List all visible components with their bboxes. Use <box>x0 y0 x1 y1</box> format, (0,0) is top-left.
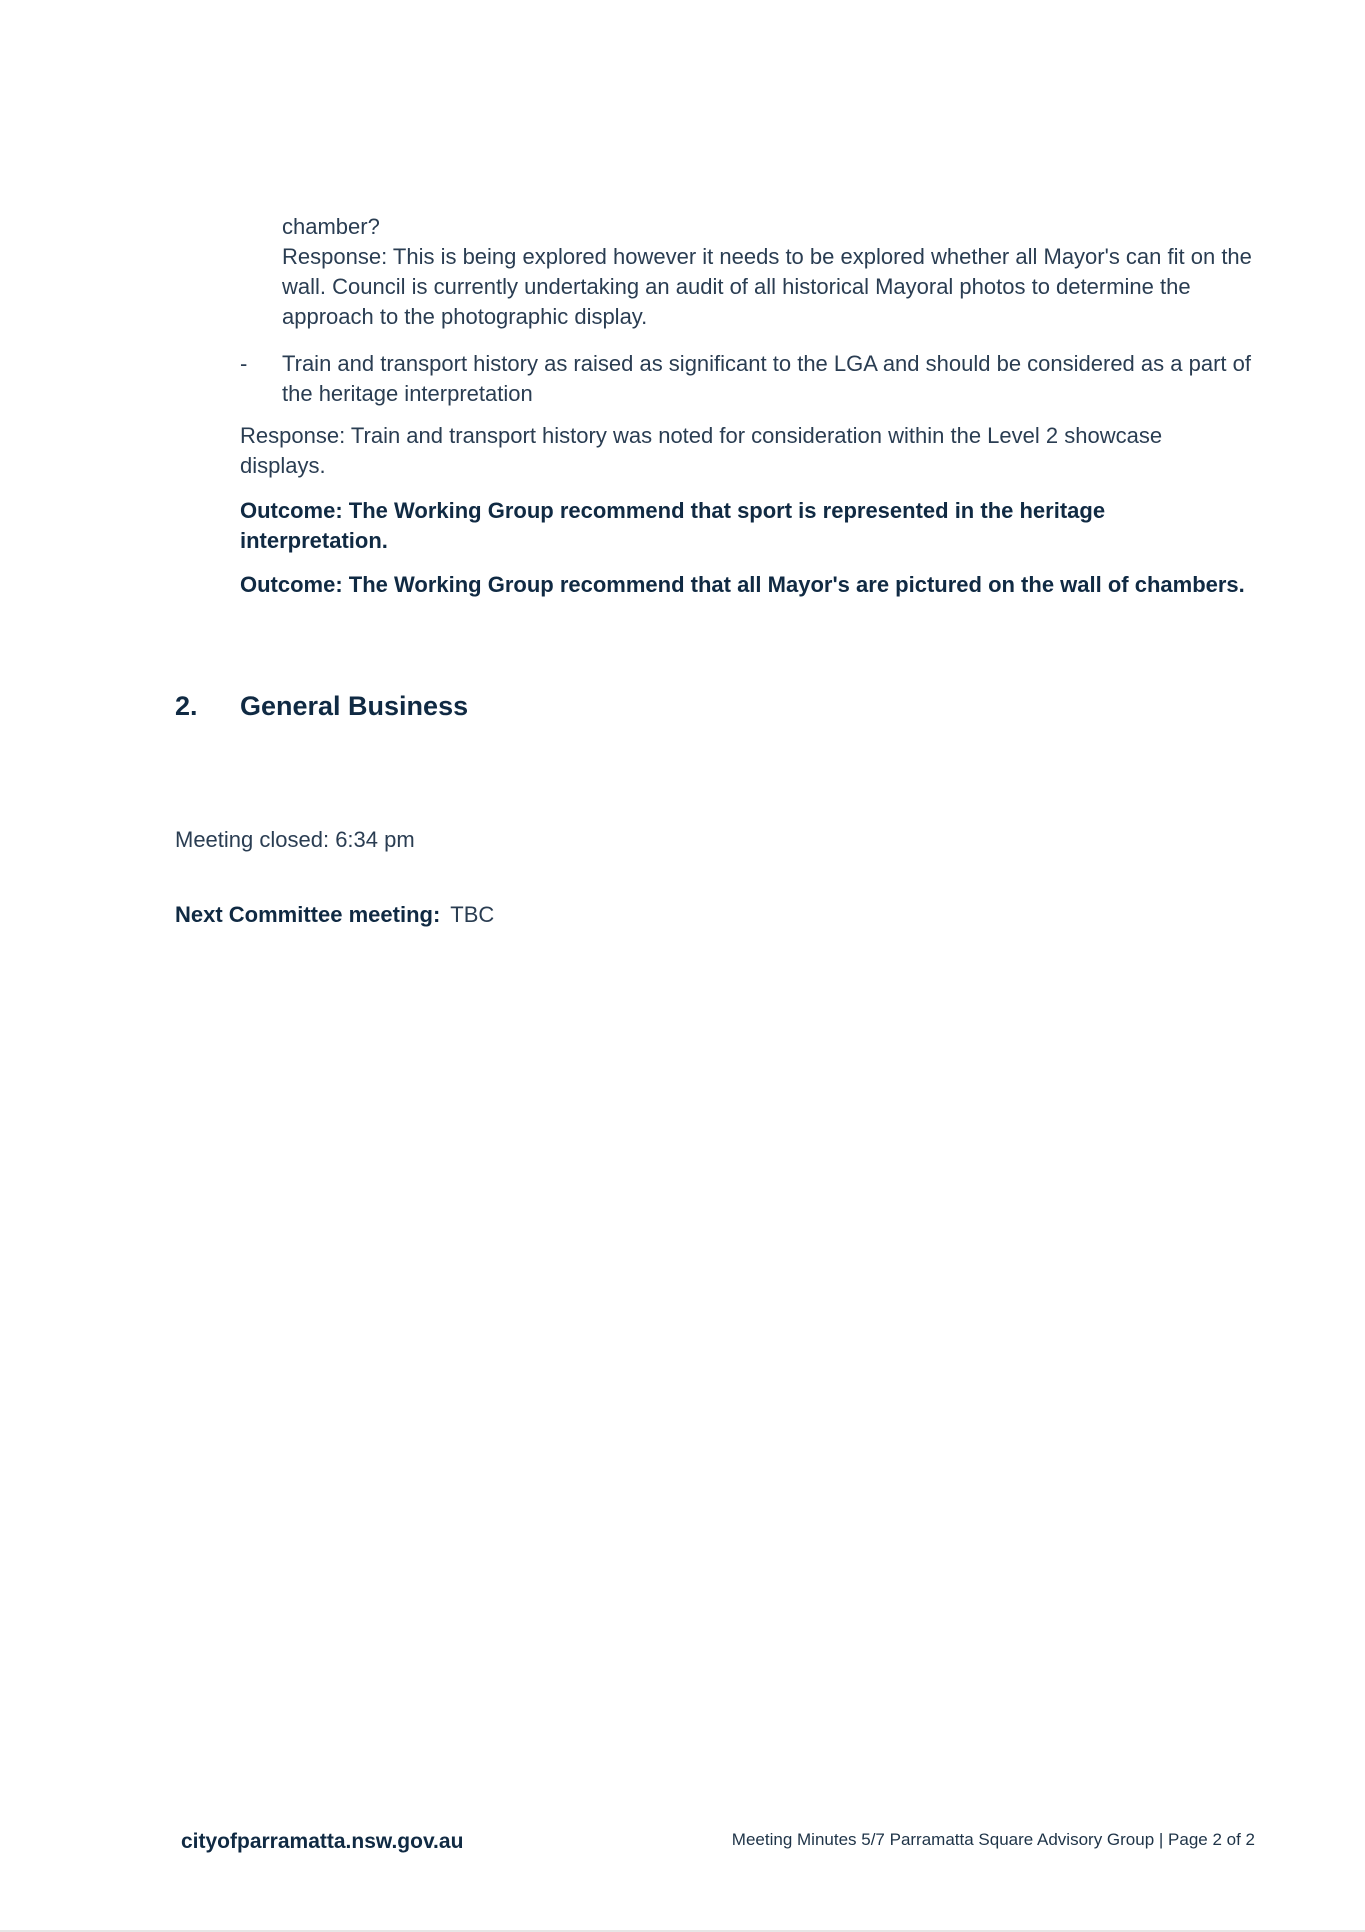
next-meeting <box>175 900 494 930</box>
bullet-marker: - <box>240 351 248 376</box>
section-heading: General Business <box>240 691 469 721</box>
response-paragraph-1: Response: This is being explored however it needs to be explored whether all Mayor's can fit on the wall. Council is currently undertaking an audit of all historical Mayoral photos to determine the approach to the photographic display. <box>282 244 1252 329</box>
footer-website-link[interactable]: cityofparramatta.nsw.gov.au <box>181 1830 464 1853</box>
next-meeting-label: Next Committee meeting: <box>175 902 441 927</box>
response-paragraph-2: Response: Train and transport history was noted for consideration within the Level 2 showcase displays. <box>240 423 1163 478</box>
footer-page-info: Meeting Minutes 5/7 Parramatta Square Advisory Group | Page 2 of 2 <box>731 1830 1255 1849</box>
outcome-1: Outcome: The Working Group recommend that sport is represented in the heritage interpretation. <box>240 498 1106 553</box>
outcome-2: Outcome: The Working Group recommend that all Mayor's are pictured on the wall of chambers. <box>240 572 1245 597</box>
section-number: 2. <box>175 691 198 721</box>
meeting-closed-text: Meeting closed: 6:34 pm <box>175 827 415 852</box>
question-tail: chamber? <box>282 214 380 239</box>
next-meeting-value: TBC <box>450 902 495 927</box>
bullet-item-text: Train and transport history as raised as significant to the LGA and should be considered as a part of the heritage interpretation <box>282 351 1251 406</box>
